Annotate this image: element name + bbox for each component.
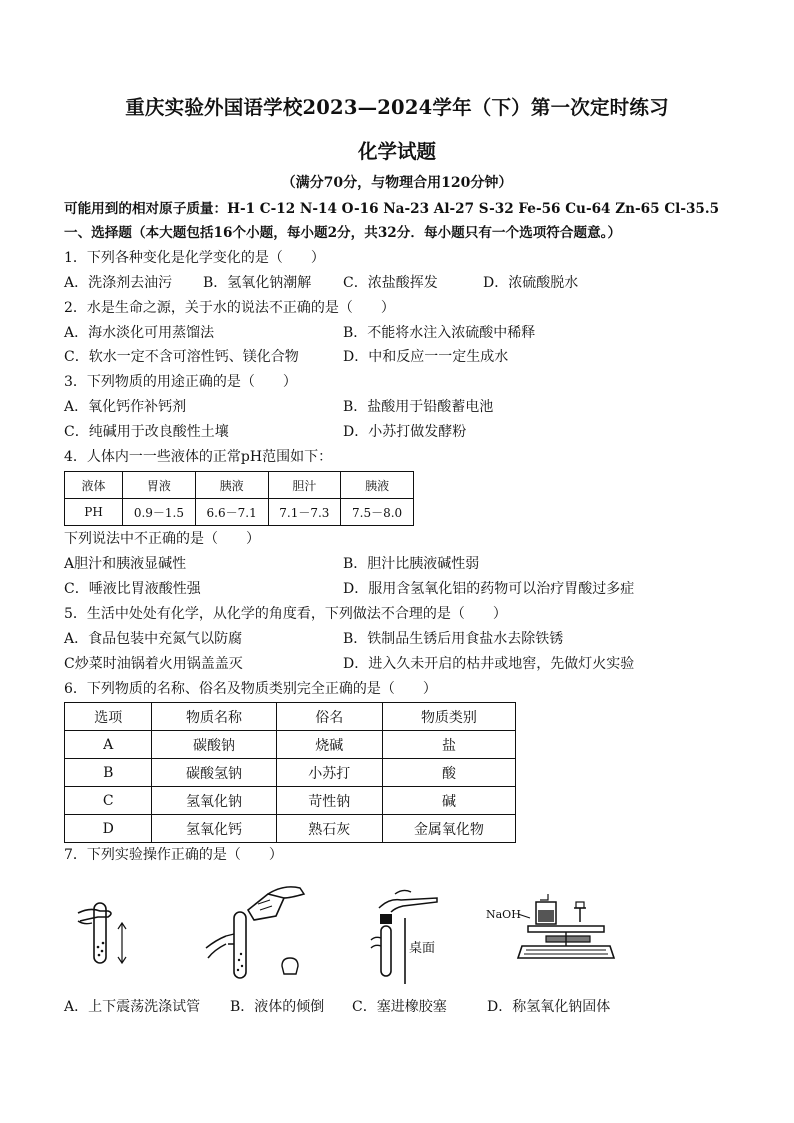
q6-stem: 6．下列物质的名称、俗名及物质类别完全正确的是（ ） (64, 681, 437, 697)
table-cell: C (65, 787, 152, 815)
table-cell: 选项 (65, 703, 152, 731)
q5-option-d: D．进入久未开启的枯井或地窖，先做灯火实验 (343, 656, 635, 672)
q5-option-a: A．食品包装中充氮气以防腐 (64, 631, 243, 647)
q2-option-c: C．软水一定不含可溶性钙、镁化合物 (64, 349, 299, 365)
figure-c-inserting-stopper (365, 880, 450, 988)
table-cell: 物质名称 (152, 703, 276, 731)
q3-stem: 3．下列物质的用途正确的是（ ） (64, 374, 297, 390)
q1-option-a: A．洗涤剂去油污 (64, 275, 173, 291)
table-cell: 氢氧化钙 (152, 815, 276, 843)
table-row (65, 499, 414, 526)
q7-option-a: A．上下震荡洗涤试管 (64, 999, 201, 1015)
table-cell: B (65, 759, 152, 787)
table-cell: A (65, 731, 152, 759)
q3-option-d: D．小苏打做发酵粉 (343, 424, 467, 440)
table-cell: D (65, 815, 152, 843)
table-cell: 碳酸氢钠 (152, 759, 276, 787)
paper-title: 重庆实验外国语学校2023—2024学年（下）第一次定时练习 (125, 96, 669, 119)
table-row (65, 787, 516, 815)
q2-option-d: D．中和反应一一定生成水 (343, 349, 509, 365)
table-cell: 液体 (65, 472, 123, 499)
ph-table (64, 471, 414, 526)
table-row (65, 731, 516, 759)
table-cell: 0.9－1.5 (123, 499, 196, 526)
figure-d-label-naoh: NaOH (486, 908, 521, 921)
table-cell: 盐 (382, 731, 515, 759)
paper-subtitle: 化学试题 (357, 140, 436, 163)
q2-option-b: B．不能将水注入浓硫酸中稀释 (343, 325, 536, 341)
figure-a-shaking-test-tube (70, 885, 140, 985)
q1-option-c: C．浓盐酸挥发 (343, 275, 438, 291)
table-cell: 胆汁 (268, 472, 341, 499)
q4-option-d: D．服用含氢氧化铝的药物可以治疗胃酸过多症 (343, 581, 635, 597)
q4-stem: 4．人体内一一些液体的正常pH范围如下： (64, 449, 333, 465)
table-cell: 7.5－8.0 (341, 499, 414, 526)
table-cell: 6.6－7.1 (195, 499, 268, 526)
q7-option-b: B．液体的倾倒 (230, 999, 325, 1015)
q4-option-b: B．胆汁比胰液碱性弱 (343, 556, 480, 572)
q3-option-b: B．盐酸用于铅酸蓄电池 (343, 399, 494, 415)
table-cell: 烧碱 (276, 731, 382, 759)
table-cell: 苛性钠 (276, 787, 382, 815)
table-cell: 俗名 (276, 703, 382, 731)
q5-option-b: B．铁制品生锈后用食盐水去除铁锈 (343, 631, 564, 647)
q7-option-c: C．塞进橡胶塞 (352, 999, 447, 1015)
table-row (65, 815, 516, 843)
q4-follow: 下列说法中不正确的是（ ） (64, 531, 260, 547)
table-cell: 胰液 (195, 472, 268, 499)
figure-c-label-desk: 桌面 (409, 941, 436, 956)
q1-option-d: D．浓硫酸脱水 (483, 275, 579, 291)
table-cell: 氢氧化钠 (152, 787, 276, 815)
q2-option-a: A．海水淡化可用蒸馏法 (64, 325, 215, 341)
q1-option-b: B．氢氧化钠潮解 (203, 275, 312, 291)
table-cell: 金属氧化物 (382, 815, 515, 843)
q4-option-c: C．唾液比胃液酸性强 (64, 581, 201, 597)
table-cell: 碳酸钠 (152, 731, 276, 759)
figure-b-pouring-liquid (198, 878, 313, 988)
table-cell: 小苏打 (276, 759, 382, 787)
table-cell: 胃液 (123, 472, 196, 499)
q1-stem: 1．下列各种变化是化学变化的是（ ） (64, 250, 325, 266)
table-cell: 胰液 (341, 472, 414, 499)
table-header-row (65, 472, 414, 499)
table-header-row (65, 703, 516, 731)
section-heading: 一、选择题（本大题包括16个小题，每小题2分，共32分．每小题只有一个选项符合题意。） (64, 225, 622, 241)
q5-stem: 5．生活中处处有化学，从化学的角度看，下列做法不合理的是（ ） (64, 606, 507, 622)
substance-table (64, 702, 516, 843)
table-row (65, 759, 516, 787)
table-cell: 酸 (382, 759, 515, 787)
q4-option-a: A胆汁和胰液显碱性 (64, 556, 187, 572)
figure-d-balance (486, 884, 616, 979)
q3-option-a: A．氧化钙作补钙剂 (64, 399, 187, 415)
q7-stem: 7．下列实验操作正确的是（ ） (64, 847, 283, 863)
q5-option-c: C炒菜时油锅着火用锅盖盖灭 (64, 656, 243, 672)
q7-option-d: D．称氢氧化钠固体 (487, 999, 611, 1015)
table-cell: 7.1－7.3 (268, 499, 341, 526)
table-cell: 物质类别 (382, 703, 515, 731)
score-note: （满分70分，与物理合用120分钟） (281, 175, 513, 191)
table-cell: 碱 (382, 787, 515, 815)
q2-stem: 2．水是生命之源，关于水的说法不正确的是（ ） (64, 300, 395, 316)
atomic-masses: 可能用到的相对原子质量：H-1 C-12 N-14 O-16 Na-23 Al-27 S-32 Fe-56 Cu-64 Zn-65 Cl-35.5 (64, 201, 720, 217)
q3-option-c: C．纯碱用于改良酸性土壤 (64, 424, 229, 440)
table-cell: 熟石灰 (276, 815, 382, 843)
table-cell: PH (65, 499, 123, 526)
